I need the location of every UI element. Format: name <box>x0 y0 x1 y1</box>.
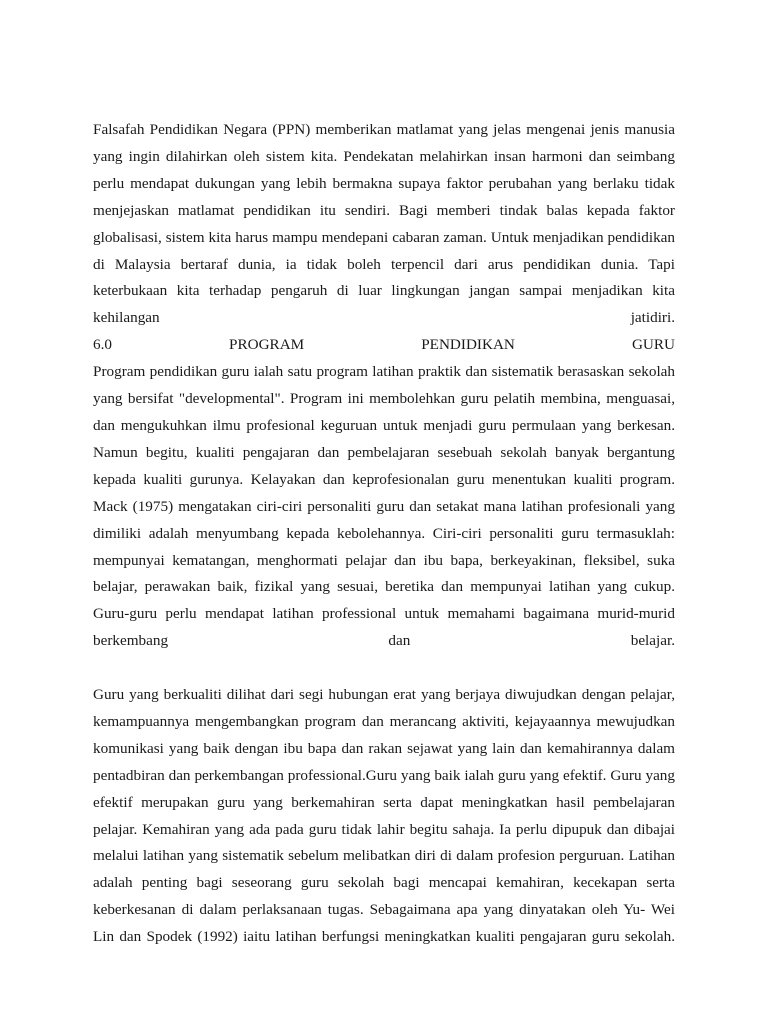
heading-word-guru: GURU <box>631 336 675 354</box>
heading-word-program: PROGRAM <box>229 336 305 354</box>
paragraph-kualiti-guru: Namun begitu, kualiti pengajaran dan pembelajaran sesebuah sekolah banyak bergantung kepada kualiti gurunya. Kelayakan dan keprofesionalan guru menentukan kualiti program. Mack (1975) mengatakan ciri-ciri personaliti guru dan setakat mana latihan profesionali yang dimiliki adalah menyumbang kepada kebolehannya. Ciri-ciri personaliti guru termasuklah: mempunyai kematangan, menghormati pelajar dan ibu bapa, berkeyakinan, fleksibel, suka belajar, perawakan baik, fizikal yang sesuai, beretika dan mempunyai latihan yang cukup. Guru-guru perlu mendapat latihan professional untuk memahami bagaimana murid-murid berkembang dan belajar. <box>93 443 675 650</box>
paragraph-program-pendidikan-guru: Program pendidikan guru ialah satu program latihan praktik dan sistematik berasaskan sekolah yang bersifat "developmental". Program ini membolehkan guru pelatih membina, menguasai, dan mengukuhkan ilmu profesional keguruan untuk menjadi guru permulaan yang berkesan. <box>93 363 675 434</box>
document-page <box>93 117 675 951</box>
paragraph-guru-berkualiti: Guru yang berkualiti dilihat dari segi hubungan erat yang berjaya diwujudkan dengan pelajar, kemampuannya mengembangkan program dan merancang aktiviti, kejayaannya mewujudkan komunikasi yang baik dengan ibu bapa dan rakan sejawat yang lain dan kemahirannya dalam pentadbiran dan perkembangan professional.Guru yang baik ialah guru yang efektif. Guru yang efektif merupakan guru yang berkemahiran serta dapat meningkatkan hasil pembelajaran pelajar. Kemahiran yang ada pada guru tidak lahir begitu sahaja. Ia perlu dipupuk dan dibajai melalui latihan yang sistematik sebelum melibatkan diri di dalam profesion perguruan. Latihan adalah penting bagi seseorang guru sekolah bagi mencapai kemahiran, kecekapan serta keberkesanan di dalam perlaksanaan tugas. Sebagaimana apa yang dinyatakan oleh Yu- Wei Lin dan Spodek (1992) iaitu latihan berfungsi meningkatkan kualiti pengajaran guru sekolah. <box>93 686 675 946</box>
paragraph-ppn: Falsafah Pendidikan Negara (PPN) memberikan matlamat yang jelas mengenai jenis manusia yang ingin dilahirkan oleh sistem kita. Pendekatan melahirkan insan harmoni dan seimbang perlu mendapat dukungan yang lebih bermakna supaya faktor perubahan yang berlaku tidak menjejaskan matlamat pendidikan itu sendiri. Bagi memberi tindak balas kepada faktor globalisasi, sistem kita harus mampu mendepani cabaran zaman. Untuk menjadikan pendidikan di Malaysia bertaraf dunia, ia tidak boleh terpencil dari arus pendidikan dunia. Tapi keterbukaan kita terhadap pengaruh di luar lingkungan jangan sampai menjadikan kita kehilangan jatidiri. <box>93 121 675 327</box>
section-heading <box>93 332 675 359</box>
heading-number: 6.0 <box>93 336 112 354</box>
blank-line <box>93 655 675 682</box>
heading-word-pendidikan: PENDIDIKAN <box>421 336 515 354</box>
